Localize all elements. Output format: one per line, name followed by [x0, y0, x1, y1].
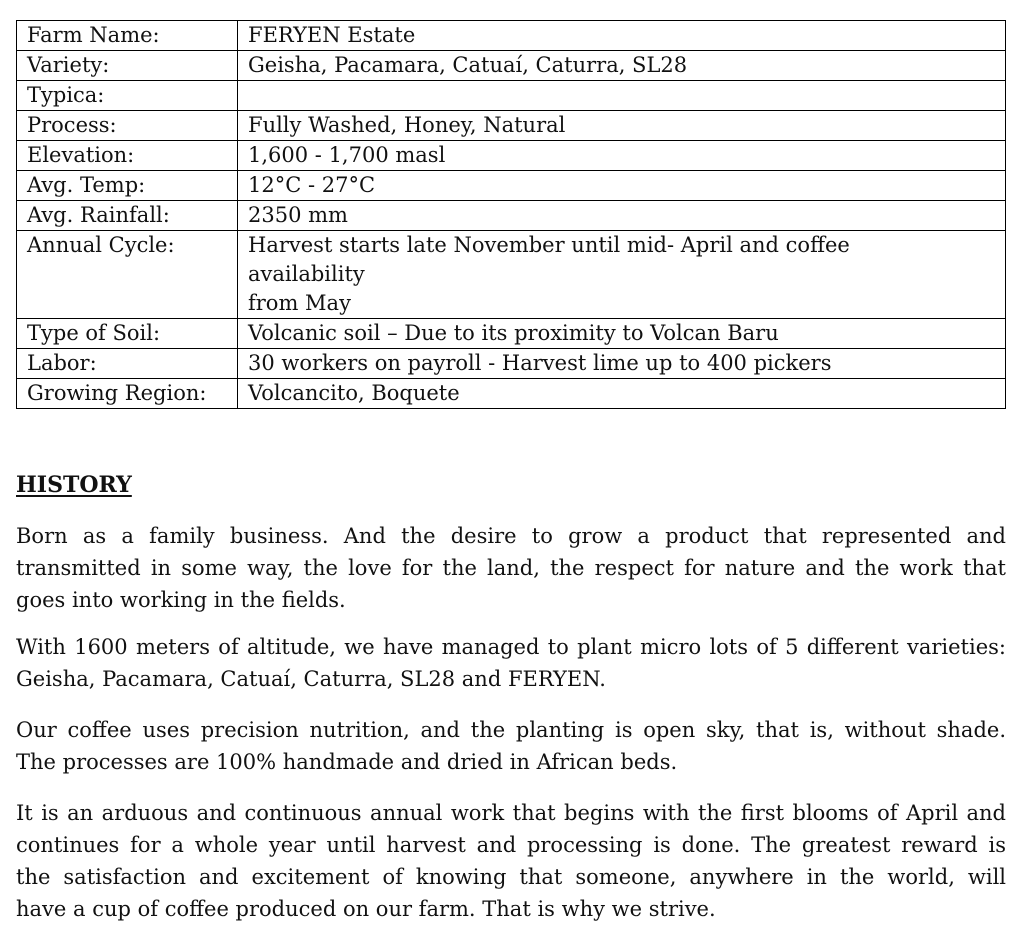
table-row-variety — [17, 51, 1006, 81]
table-row-typica — [17, 81, 1006, 111]
row-label: Labor: — [17, 349, 238, 379]
paragraph-line: goes into working in the fields. — [16, 588, 346, 612]
history-paragraph — [16, 520, 1006, 616]
table-row-farm-name — [17, 21, 1006, 51]
row-value — [238, 171, 1006, 201]
paragraph-line: Born as a family business. And the desire to grow a product that represented and — [16, 524, 1006, 548]
paragraph-line: The processes are 100% handmade and dried in African beds. — [16, 750, 678, 774]
row-value-line: Harvest starts late November until mid- April and coffee — [248, 233, 850, 257]
table-row-avg-temp — [17, 171, 1006, 201]
row-value — [238, 231, 1006, 319]
table-row-avg-rainfall — [17, 201, 1006, 231]
history-paragraph — [16, 797, 1006, 925]
row-value-line: Volcancito, Boquete — [248, 381, 460, 405]
row-label: Avg. Rainfall: — [17, 201, 238, 231]
row-value-line: Fully Washed, Honey, Natural — [248, 113, 566, 137]
row-value — [238, 51, 1006, 81]
row-value-line: 12°C - 27°C — [248, 173, 376, 197]
history-heading: HISTORY — [16, 472, 132, 498]
document-page — [16, 20, 1006, 921]
row-label: Elevation: — [17, 141, 238, 171]
table-row-elevation — [17, 141, 1006, 171]
row-value-line: 30 workers on payroll - Harvest lime up to 400 pickers — [248, 351, 832, 375]
paragraph-line: have a cup of coffee produced on our farm. That is why we strive. — [16, 897, 716, 921]
paragraph-line: It is an arduous and continuous annual work that begins with the first blooms of April and — [16, 801, 1006, 825]
paragraph-line: With 1600 meters of altitude, we have managed to plant micro lots of 5 different varieties: — [16, 635, 1006, 659]
row-label: Growing Region: — [17, 379, 238, 409]
row-value — [238, 201, 1006, 231]
row-value — [238, 141, 1006, 171]
row-value — [238, 81, 1006, 111]
table-row-annual-cycle — [17, 231, 1006, 319]
row-value-line: 2350 mm — [248, 203, 348, 227]
row-value-line: 1,600 - 1,700 masl — [248, 143, 446, 167]
row-value-line: Geisha, Pacamara, Catuaí, Caturra, SL28 — [248, 53, 688, 77]
row-label: Variety: — [17, 51, 238, 81]
row-value-line: FERYEN Estate — [248, 23, 416, 47]
row-value — [238, 21, 1006, 51]
paragraph-line: transmitted in some way, the love for the land, the respect for nature and the work that — [16, 556, 1006, 580]
row-value-line: Volcanic soil – Due to its proximity to Volcan Baru — [248, 321, 779, 345]
row-value — [238, 111, 1006, 141]
history-paragraph — [16, 631, 1006, 695]
row-label: Annual Cycle: — [17, 231, 238, 319]
row-value — [238, 319, 1006, 349]
row-label: Farm Name: — [17, 21, 238, 51]
row-label: Process: — [17, 111, 238, 141]
row-label: Avg. Temp: — [17, 171, 238, 201]
row-value-line: from May — [248, 291, 351, 315]
table-row-process — [17, 111, 1006, 141]
history-paragraph — [16, 714, 1006, 778]
table-row-labor — [17, 349, 1006, 379]
row-label: Type of Soil: — [17, 319, 238, 349]
table-row-growing-region — [17, 379, 1006, 409]
row-value — [238, 379, 1006, 409]
paragraph-line: Geisha, Pacamara, Catuaí, Caturra, SL28 and FERYEN. — [16, 667, 606, 691]
paragraph-line: Our coffee uses precision nutrition, and the planting is open sky, that is, without shade. — [16, 718, 1006, 742]
paragraph-line: continues for a whole year until harvest and processing is done. The greatest reward is — [16, 833, 1006, 857]
row-value-line: availability — [248, 262, 365, 286]
farm-info-table — [16, 20, 1006, 409]
table-row-type-of-soil — [17, 319, 1006, 349]
row-value — [238, 349, 1006, 379]
paragraph-line: the satisfaction and excitement of knowing that someone, anywhere in the world, will — [16, 865, 1006, 889]
row-label: Typica: — [17, 81, 238, 111]
